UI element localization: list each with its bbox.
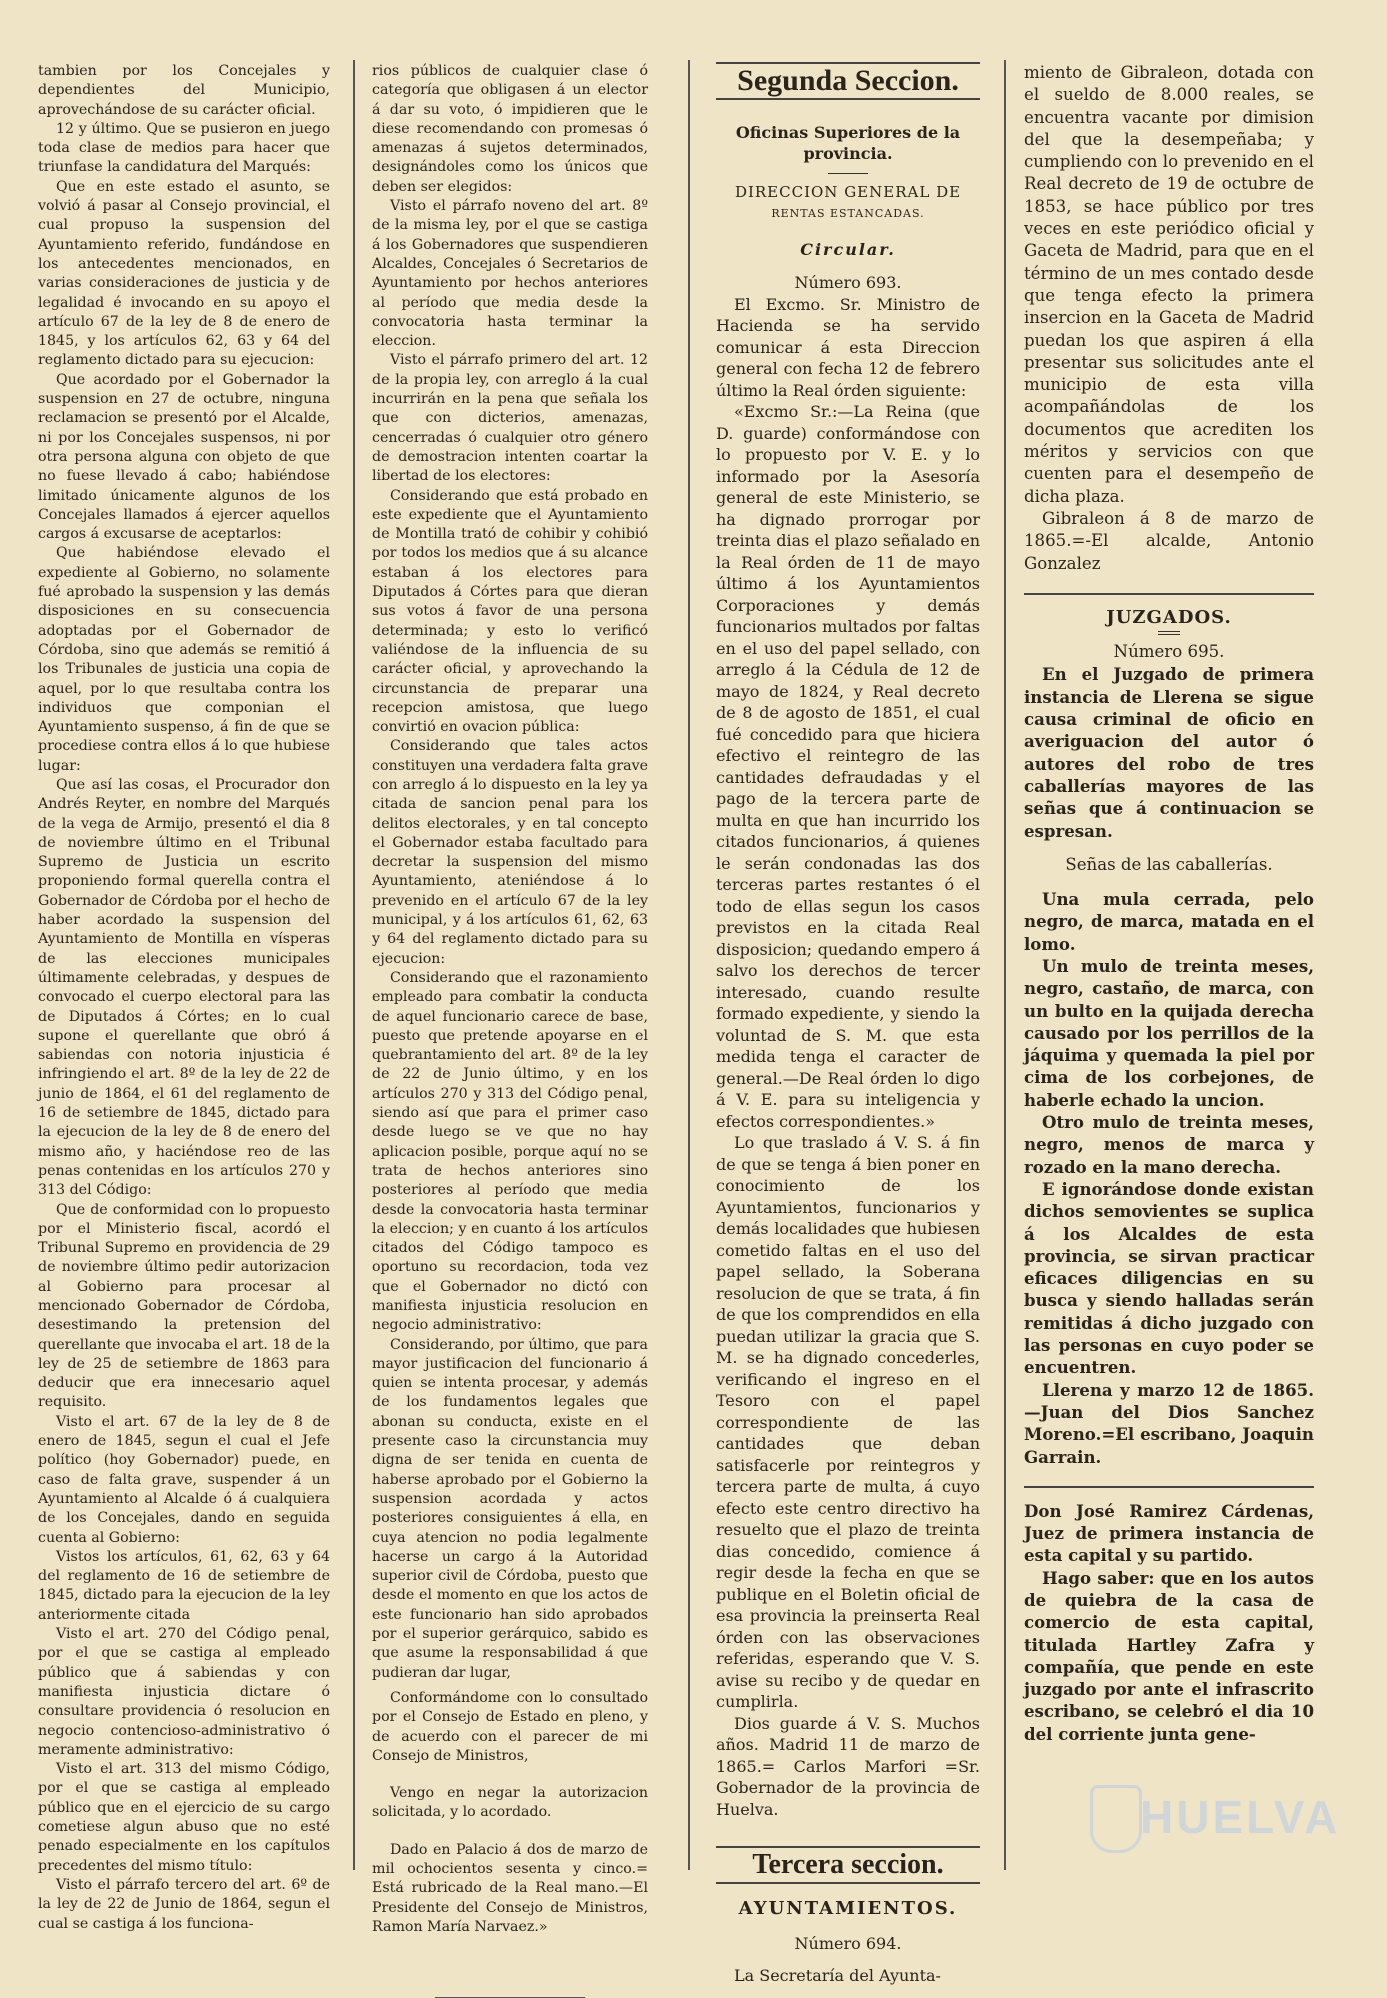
paragraph: Gibraleon á 8 de marzo de 1865.=-El alcalde, Antonio Gonzalez bbox=[1024, 508, 1314, 573]
section-title-tercera: Tercera seccion. bbox=[716, 1846, 980, 1884]
paragraph: Que de conformidad con lo propuesto por el Ministerio fiscal, acordó el Tribunal Supremo en providencia de 29 de noviembre último pedir autorizacion al Gobierno para procesar al mencionado Gobernador de Córdoba, desestimando la pretension del querellante que invocaba el art. 18 de la ley de 25 de setiembre de 1863 para deducir que era innecesario aquel requisito. bbox=[38, 1201, 330, 1411]
paragraph: rios públicos de cualquier clase ó categoría que obligasen á un elector á dar su voto, ó impidieren que le diese recomendando con promesas ó amenazas á sujetos determinados, designándoles como los únicos que deben ser elegidos: bbox=[372, 63, 648, 195]
office-title: DIRECCION GENERAL DE bbox=[734, 182, 962, 201]
column-rule-1 bbox=[353, 60, 355, 1870]
document-number: Número 695. bbox=[1113, 642, 1225, 662]
column-rule-2 bbox=[688, 60, 690, 1870]
paragraph: En el Juzgado de primera instancia de Llerena se sigue causa criminal de oficio en averiguacion del autor ó autores del robo de tres caballerías mayores de las señas que á continuacion se espresan. bbox=[1024, 664, 1314, 841]
divider bbox=[828, 173, 868, 174]
ayuntamientos-title: AYUNTAMIENTOS. bbox=[738, 1897, 958, 1919]
paragraph: 12 y último. Que se pusieron en juego toda clase de medios para hacer que triunfase la candidatura del Marqués: bbox=[38, 120, 330, 176]
divider bbox=[1024, 1486, 1314, 1488]
divider bbox=[1158, 631, 1180, 635]
paragraph: Considerando que está probado en este expediente que el Ayuntamiento de Montilla trató de cohibir y cohibió por todos los medios que á su alcance estaban á los electores para Diputados á Córtes para que dieran sus votos á favor de una persona determinada; y esto lo verificó valiéndose de la influencia de su carácter oficial, y aprovechando la circunstancia de preparar una recepcion amistosa, que luego convirtió en ovacion pública: bbox=[372, 487, 648, 736]
section-title-segunda: Segunda Seccion. bbox=[716, 62, 980, 100]
paragraph: Vengo en negar la autorizacion solicitada, y lo acordado. bbox=[372, 1785, 648, 1821]
paragraph: E ignorándose donde existan dichos semovientes se suplica á los Alcaldes de esta provincia, se sirvan practicar eficaces diligencias en su busca y siendo halladas serán remitidas á dicho juzgado con las personas en cuyo poder se encuentren. bbox=[1024, 1178, 1314, 1378]
paragraph: miento de Gibraleon, dotada con el sueldo de 8.000 reales, se encuentra vacante por dimision del que la desempeñaba; y cumpliendo con lo prevenido en el Real decreto de 19 de octubre de 1853, se hace público por tres veces en este periódico oficial y Gaceta de Madrid, para que en el término de un mes contado desde que tenga efecto la primera insercion en la Gaceta de Madrid puedan los que aspiren á ella presentar sus solicitudes ante el municipio de esta villa acompañándolas de los documentos que acrediten los méritos y servicios con que cuenten para el desempeño de dicha plaza. bbox=[1024, 63, 1314, 506]
paragraph: Visto el art. 313 del mismo Código, por el que se castiga al empleado público que en el ejercicio de su cargo cometiese algun abuso que no esté penado especialmente en los capítulos precedentes del mismo título: bbox=[38, 1761, 330, 1874]
divider bbox=[1024, 593, 1314, 595]
document-number: Número 693. bbox=[794, 273, 902, 292]
column-3 bbox=[716, 62, 980, 1986]
column-4 bbox=[1024, 62, 1314, 1745]
subtitle: Oficinas Superiores de la provincia. bbox=[735, 122, 961, 163]
juzgados-title: JUZGADOS. bbox=[1106, 606, 1232, 628]
paragraph: Un mulo de treinta meses, negro, castaño, de marca, con un bulto en la quijada derecha causado por los perrillos de la jáquima y quemada la piel por cima de los corbejones, de haberle echado la uncion. bbox=[1024, 955, 1314, 1110]
paragraph: tambien por los Concejales y dependientes del Municipio, aprovechándose de su carácter oficial. bbox=[38, 63, 330, 118]
senas-title: Señas de las caballerías. bbox=[1065, 854, 1273, 874]
paragraph: Visto el párrafo noveno del art. 8º de la misma ley, por el que se castiga á los Gobernadores que suspendieren Alcaldes, Concejales ó Secretarios de Ayuntamiento por hechos anteriores al período que media desde la convocatoria hasta terminar la eleccion. bbox=[372, 198, 648, 350]
paragraph: Conformándome con lo consultado por el Consejo de Estado en pleno, y de acuerdo con el parecer de mi Consejo de Ministros, bbox=[372, 1689, 648, 1764]
column-2 bbox=[372, 62, 648, 1998]
paragraph: Visto el art. 270 del Código penal, por el que se castiga al empleado público que á sabiendas y con manifiesta injusticia dictare ó consultare providencia ó resolucion en negocio contencioso-administrativo ó meramente administrativo: bbox=[38, 1626, 330, 1758]
paragraph: Dios guarde á V. S. Muchos años. Madrid 11 de marzo de 1865.= Carlos Marfori =Sr. Gobernador de la provincia de Huelva. bbox=[716, 1713, 980, 1819]
edicto-heading: Don José Ramirez Cárdenas, Juez de primera instancia de esta capital y su partido. bbox=[1024, 1500, 1314, 1566]
column-rule-3 bbox=[1004, 60, 1006, 1870]
paragraph: Vistos los artículos, 61, 62, 63 y 64 del reglamento de 16 de setiembre de 1845, dictado para la ejecucion de la ley anteriormente citada bbox=[38, 1548, 330, 1623]
library-seal-icon bbox=[1090, 1785, 1142, 1853]
paragraph: La Secretaría del Ayunta- bbox=[734, 1965, 941, 1985]
paragraph: Visto el párrafo tercero del art. 6º de la ley de 22 de Junio de 1864, segun el cual se castiga á los funciona- bbox=[38, 1876, 330, 1932]
paragraph: Una mula cerrada, pelo negro, de marca, matada en el lomo. bbox=[1024, 889, 1314, 954]
paragraph: Que así las cosas, el Procurador don Andrés Reyter, en nombre del Marqués de la vega de Armijo, presentó el dia 8 de noviembre último en el Tribunal Supremo de Justicia un escrito proponiendo formal querella contra el Gobernador de Córdoba por el hecho de haber acordado la suspension del Ayuntamiento de Montilla en vísperas de las elecciones municipales últimamente celebradas, y despues de convocado el cuerpo electoral para las de Diputados á Córtes; en lo cual supone el querellante que obró á sabiendas con notoria injusticia é infringiendo el art. 8º de la ley de 22 de junio de 1864, el 61 del reglamento de 16 de setiembre de 1845, dictado para la ejecucion de la ley de 8 de enero del mismo año, y haciéndose reo de las penas contenidas en los artículos 270 y 313 del Código: bbox=[38, 776, 330, 1199]
document-number: Número 694. bbox=[794, 1934, 902, 1953]
paragraph: Que habiéndose elevado el expediente al Gobierno, no solamente fué aprobado la suspension y las demás disposiciones en su consecuencia adoptadas por el Gobernador de Córdoba, sino que además se remitió á los Tribunales de justicia una copia de aquel, por lo que resultaba contra los individuos que componian el Ayuntamiento suspenso, á fin de que se procediese contra ellos á lo que hubiese lugar: bbox=[38, 545, 330, 774]
paragraph: Dado en Palacio á dos de marzo de mil ochocientos sesenta y cinco.= Está rubricado de la Real mano.—El Presidente del Consejo de Ministros, Ramon María Narvaez.» bbox=[372, 1841, 648, 1935]
office-subtitle: RENTAS ESTANCADAS. bbox=[771, 207, 925, 220]
paragraph: Hago saber: que en los autos de quiebra de la casa de comercio de esta capital, titulada Hartley Zafra y compañía, que pende en este juzgado por ante el infrascrito escribano, se celebró el dia 10 del corriente junta gene- bbox=[1024, 1567, 1314, 1744]
paragraph: Llerena y marzo 12 de 1865.—Juan del Dios Sanchez Moreno.=El escribano, Joaquin Garrain. bbox=[1024, 1379, 1314, 1467]
paragraph: Considerando que tales actos constituyen una verdadera falta grave con arreglo á lo dispuesto en la ley ya citada de sancion penal para los delitos electorales, y en tal concepto el Gobernador estaba facultado para decretar la suspension del mismo Ayuntamiento, ateniéndose á lo prevenido en el artículo 67 de la ley municipal, y á los artículos 61, 62, 63 y 64 del reglamento dictado para su ejecucion: bbox=[372, 738, 648, 967]
paragraph: Visto el art. 67 de la ley de 8 de enero de 1845, segun el cual el Jefe político (hoy Gobernador) puede, en caso de falta grave, suspender á un Ayuntamiento al Alcalde ó á cualquiera de los Concejales, dando en seguida cuenta al Gobierno: bbox=[38, 1413, 330, 1546]
paragraph: Considerando que el razonamiento empleado para combatir la conducta de aquel funcionario carece de base, puesto que pretende apoyarse en el quebrantamiento del art. 8º de la ley de 22 de Junio último, y en los artículos 270 y 313 del Código penal, siendo así que para el primer caso desde luego se ve que no hay aplicacion posible, porque aquí no se trata de hechos anteriores sino posteriores al período que media desde la convocatoria hasta terminar la eleccion; y en cuanto á los artículos citados del Código tampoco es oportuno su recordacion, toda vez que el Gobernador no dictó con manifiesta injusticia resolucion en negocio administrativo: bbox=[372, 969, 648, 1334]
paragraph: Otro mulo de treinta meses, negro, menos de marca y rozado en la mano derecha. bbox=[1024, 1112, 1314, 1177]
circular-label: Circular. bbox=[800, 239, 896, 259]
paragraph: Visto el párrafo primero del art. 12 de la propia ley, con arreglo á la cual incurrirán en la pena que señala los que con dicterios, amenazas, cencerradas ó cualquier otro género de demostracion intenten coartar la libertad de los electores: bbox=[372, 352, 648, 485]
paragraph: Lo que traslado á V. S. á fin de que se tenga á bien poner en conocimiento de los Ayuntamientos, funcionarios y demás localidades que hubiesen cometido faltas en el uso del papel sellado, la Soberana resolucion de que se trata, á fin de que los comprendidos en ella puedan utilizar la gracia que S. M. se ha dignado concederles, verificando el ingreso en el Tesoro con el papel correspondiente de las cantidades que deban satisfacerle por reintegros y tercera parte de multa, á cuyo efecto este centro directivo ha resuelto que el plazo de treinta dias concedido, comience á regir desde la fecha en que se publique en el Boletin oficial de esa provincia la preinserta Real órden con las observaciones referidas, esperando que V. S. avise su recibo y de quedar en cumplirla. bbox=[716, 1133, 980, 1711]
paragraph: Que en este estado el asunto, se volvió á pasar al Consejo provincial, el cual propuso la suspension del Ayuntamiento referido, fundándose en los antecedentes mencionados, en varias consideraciones de justicia y de legalidad é invocando en su apoyo el artículo 67 de la ley de 8 de enero de 1845, y los artículos 62, 63 y 64 del reglamento dictado para su ejecucion: bbox=[38, 178, 330, 369]
watermark: HUELVA bbox=[1140, 1791, 1341, 1843]
paragraph: Que acordado por el Gobernador la suspension en 27 de octubre, ninguna reclamacion se presentó por el Alcalde, ni por los Concejales suspensos, ni por otra persona alguna con objeto de que no fuese llevado á cabo; habiéndose limitado únicamente algunos de los Concejales llamados á ejercer aquellos cargos á excusarse de aceptarlos: bbox=[38, 371, 330, 543]
paragraph: El Excmo. Sr. Ministro de Hacienda se ha servido comunicar á esta Direccion general con fecha 12 de febrero último la Real órden siguiente: bbox=[716, 294, 980, 400]
paragraph: «Excmo Sr.:—La Reina (que D. guarde) conformándose con lo propuesto por V. E. y lo informado por la Asesoría general de este Ministerio, se ha dignado prorrogar por treinta dias el plazo señalado en la Real órden de 11 de mayo último á los Ayuntamientos Corporaciones y demás funcionarios multados por faltas en el uso del papel sellado, con arreglo á la Cédula de 12 de mayo de 1824, y Real decreto de 8 de agosto de 1851, el cual fué concedido para que hiciera efectivo el reintegro de las cantidades defraudadas y el pago de la tercera parte de multa en que han incurrido los citados funcionarios, á quienes le serán condonadas las dos terceras partes restantes ó el todo de ellas segun los casos previstos en la citada Real disposicion; quedando empero á salvo los derechos de tercer interesado, cuando resulte formado expediente, y siendo la voluntad de S. M. que esta medida tenga el caracter de general.—De Real órden lo digo á V. E. para su inteligencia y efectos correspondientes.» bbox=[716, 402, 980, 1131]
paragraph: Considerando, por último, que para mayor justificacion del funcionario á quien se intenta procesar, y además de los fundamentos legales que abonan su conducta, existe en el presente caso la circunstancia muy digna de ser tenida en cuenta de haberse aprobado por el Gobierno la suspension acordada y actos posteriores consiguientes á ella, en cuya atencion no podia legalmente hacerse un cargo á la Autoridad superior civil de Córdoba, puesto que desde el momento en que los actos de este funcionario han sido aprobados por el superior gerárquico, sabido es que asume la responsabilidad á que pudieran dar lugar, bbox=[372, 1336, 648, 1681]
column-1 bbox=[38, 62, 330, 1934]
